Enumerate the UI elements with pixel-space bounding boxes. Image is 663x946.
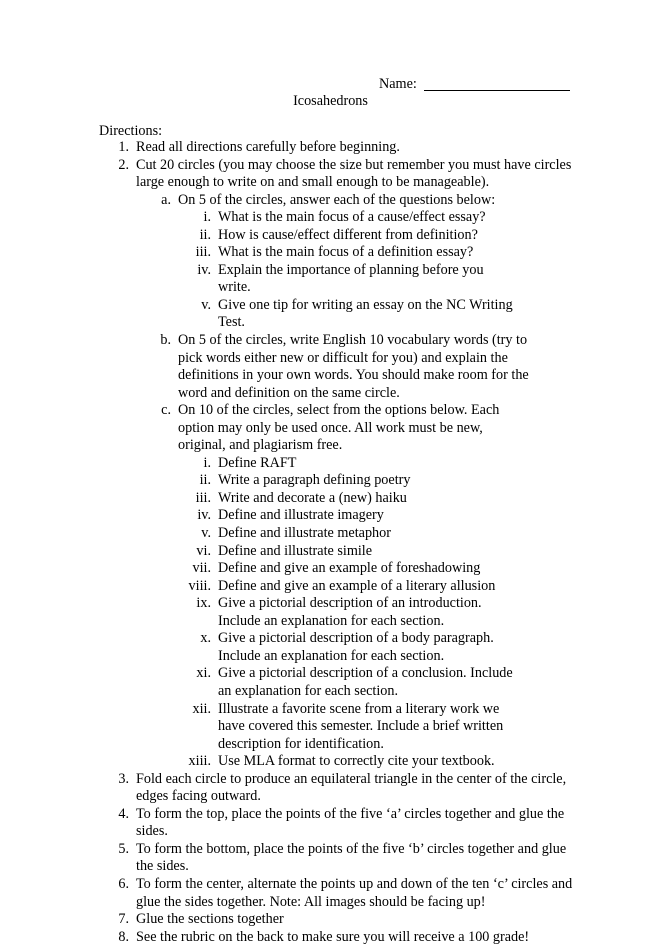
list-item-text: What is the main focus of a cause/effect essay?: [218, 209, 486, 226]
list-item: [0, 595, 663, 630]
list-item-text: Write and decorate a (new) haiku: [218, 489, 407, 506]
list-item-marker: xi.: [196, 665, 211, 682]
list-item: [0, 227, 663, 245]
list-item-marker: 3.: [118, 770, 129, 787]
list-item-text: On 5 of the circles, write English 10 vocabulary words (try to pick words either new or difficult for you) and explain the definitions in your own words. You should make room for the word and definition on the same circle.: [178, 332, 529, 401]
list-item-text: Give a pictorial description of a conclusion. Include an explanation for each section.: [218, 665, 513, 699]
list-item: [0, 209, 663, 227]
list-item-text: Define and illustrate metaphor: [218, 525, 391, 542]
list-item-text: Define RAFT: [218, 454, 297, 471]
list-item-marker: 4.: [118, 805, 129, 822]
list-item-text: Glue the sections together: [136, 911, 284, 928]
list-item-marker: iv.: [197, 261, 211, 278]
list-item-marker: iii.: [195, 489, 211, 506]
list-item-text: Cut 20 circles (you may choose the size but remember you must have circles large enough to write on and small enough to be manageable).: [136, 156, 572, 191]
list-item-text: Write a paragraph defining poetry: [218, 472, 411, 489]
list-item: [0, 701, 663, 754]
list-item: [0, 157, 663, 192]
list-item: [0, 665, 663, 700]
list-item: [0, 929, 663, 946]
list-item: [0, 841, 663, 876]
list-item: [0, 402, 663, 455]
list-item-marker: xii.: [192, 700, 211, 717]
list-item-text: On 5 of the circles, answer each of the questions below:: [178, 191, 496, 208]
list-item: [0, 332, 663, 402]
list-item-text: Explain the importance of planning before you write.: [218, 261, 484, 296]
directions-list: [0, 139, 663, 946]
list-item: [0, 806, 663, 841]
list-item: [0, 630, 663, 665]
list-item-marker: 5.: [118, 840, 129, 857]
list-item-marker: 1.: [118, 139, 129, 155]
list-item-marker: 6.: [118, 875, 129, 892]
list-item: [0, 753, 663, 771]
list-item-text: Give a pictorial description of an introduction. Include an explanation for each section.: [218, 595, 482, 629]
list-item-marker: ii.: [199, 226, 211, 243]
list-item-marker: c.: [161, 402, 171, 419]
list-item-text: How is cause/effect different from definition?: [218, 226, 478, 243]
list-item: [0, 543, 663, 561]
list-item-text: Use MLA format to correctly cite your textbook.: [218, 753, 495, 770]
list-item: [0, 525, 663, 543]
list-item-marker: 2.: [118, 156, 129, 173]
list-item-marker: ix.: [196, 595, 211, 612]
list-item-marker: 7.: [118, 911, 129, 928]
list-item: [0, 911, 663, 929]
list-item-marker: v.: [201, 296, 211, 313]
list-item-marker: iv.: [197, 507, 211, 524]
name-label: Name:: [379, 76, 417, 92]
list-item-text: Give a pictorial description of a body paragraph. Include an explanation for each section.: [218, 630, 494, 664]
list-item-text: To form the top, place the points of the five ‘a’ circles together and glue the sides.: [136, 805, 565, 840]
list-item-text: To form the bottom, place the points of the five ‘b’ circles together and glue the sides.: [136, 840, 567, 875]
list-item-text: On 10 of the circles, select from the options below. Each option may only be used once. All work must be new, original, and plagiarism free.: [178, 402, 500, 454]
list-item-marker: v.: [201, 525, 211, 542]
list-item-text: Fold each circle to produce an equilateral triangle in the center of the circle, edges facing outward.: [136, 770, 567, 805]
list-item-marker: i.: [203, 209, 211, 226]
list-item-text: Give one tip for writing an essay on the NC Writing Test.: [218, 296, 513, 331]
list-item-marker: b.: [160, 332, 171, 349]
list-item-text: To form the center, alternate the points up and down of the ten ‘c’ circles and glue the sides together. Note: All images should be facing up!: [136, 875, 573, 910]
list-item-text: Illustrate a favorite scene from a literary work we have covered this semester. Include a brief written description for identification.: [218, 700, 504, 752]
list-item-marker: 8.: [118, 928, 129, 945]
list-item-marker: x.: [200, 630, 211, 647]
list-item-marker: xiii.: [188, 753, 211, 770]
list-item: [0, 560, 663, 578]
list-item: [0, 262, 663, 297]
page-title: Icosahedrons: [293, 93, 368, 109]
list-item: [0, 297, 663, 332]
list-item: [0, 472, 663, 490]
list-item: [0, 139, 663, 157]
list-item-text: Read all directions carefully before beginning.: [136, 139, 400, 155]
list-item-text: Define and illustrate simile: [218, 542, 373, 559]
list-item: [0, 578, 663, 596]
list-item-marker: i.: [203, 454, 211, 471]
list-item-marker: a.: [161, 191, 171, 208]
list-item: [0, 192, 663, 210]
directions-heading: Directions:: [99, 123, 163, 139]
list-item: [0, 244, 663, 262]
list-item: [0, 876, 663, 911]
list-item-text: Define and illustrate imagery: [218, 507, 384, 524]
name-blank-line[interactable]: [424, 90, 570, 91]
list-item-marker: iii.: [195, 244, 211, 261]
list-item-marker: vi.: [196, 542, 211, 559]
list-item: [0, 455, 663, 473]
list-item: [0, 490, 663, 508]
list-item: [0, 771, 663, 806]
list-item-text: Define and give an example of a literary allusion: [218, 577, 496, 594]
list-item-marker: viii.: [188, 577, 211, 594]
list-item-marker: vii.: [192, 560, 211, 577]
list-item-text: See the rubric on the back to make sure you will receive a 100 grade!: [136, 928, 530, 945]
list-item-text: Define and give an example of foreshadowing: [218, 560, 481, 577]
list-item-text: What is the main focus of a definition essay?: [218, 244, 474, 261]
list-item-marker: ii.: [199, 472, 211, 489]
list-item: [0, 507, 663, 525]
